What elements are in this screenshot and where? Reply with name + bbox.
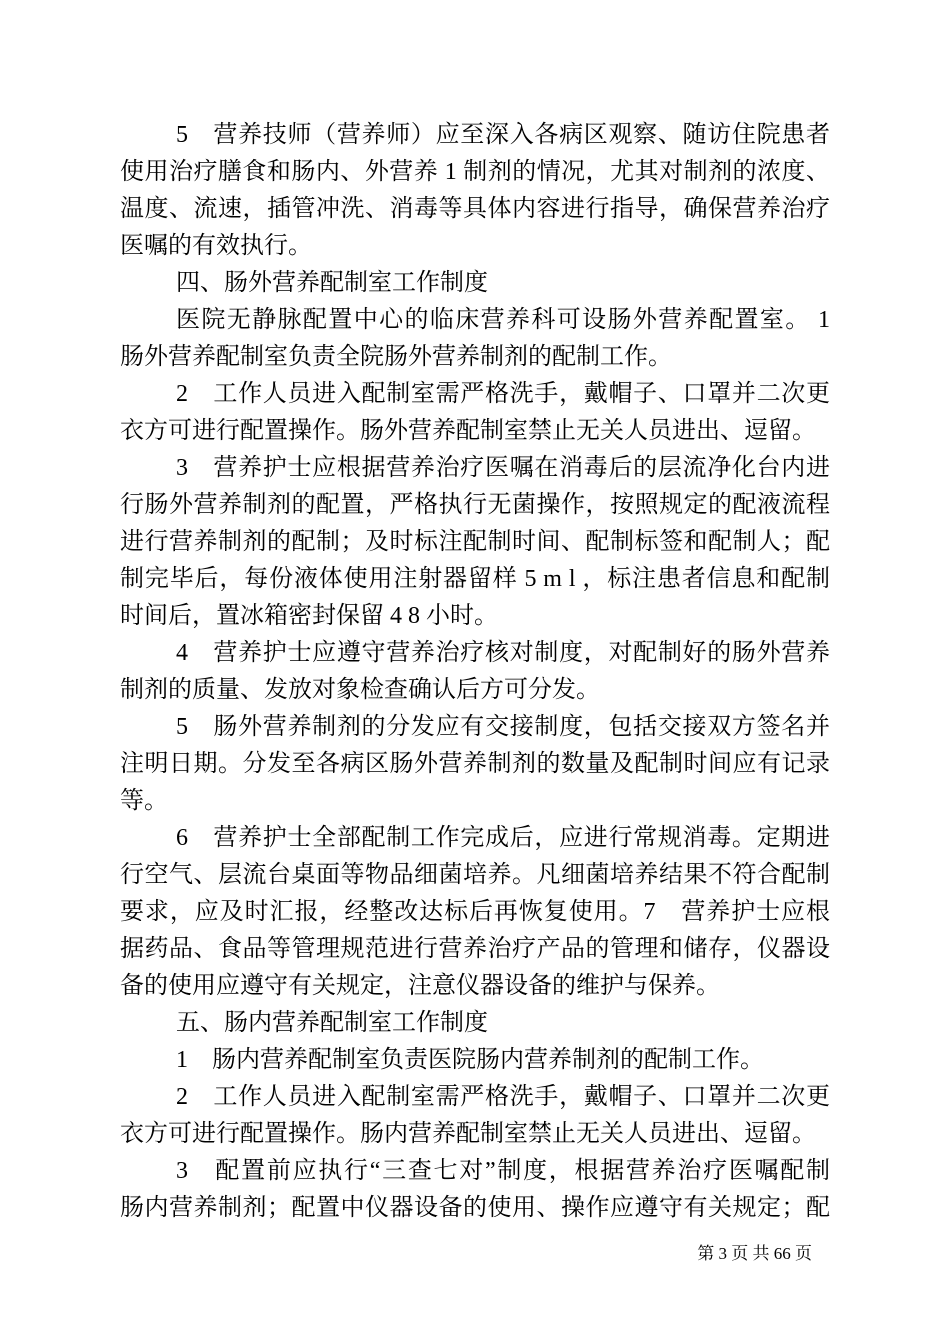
page-number-label: 第 3 页 共 66 页 [697,1244,812,1263]
text-line: 2 工作人员进入配制室需严格洗手，戴帽子、口罩并二次更 [176,1084,830,1110]
text-line: 五、肠内营养配制室工作制度 [176,1010,488,1036]
text-line: 进行营养制剂的配制；及时标注配制时间、配制标签和配制人；配 [120,529,830,555]
text-line: 3 营养护士应根据营养治疗医嘱在消毒后的层流净化台内进 [176,455,830,481]
text-line: 制完毕后，每份液体使用注射器留样 5 m l ，标注患者信息和配制 [120,566,830,592]
text-line: 1 肠内营养配制室负责医院肠内营养制剂的配制工作。 [176,1047,764,1073]
document-body [120,117,830,1227]
text-line: 制剂的质量、发放对象检查确认后方可分发。 [120,677,600,703]
text-line: 医院无静脉配置中心的临床营养科可设肠外营养配置室。 1 [176,307,830,333]
page-footer [120,1243,812,1265]
text-line: 医嘱的有效执行。 [120,233,312,259]
text-line: 6 营养护士全部配制工作完成后，应进行常规消毒。定期进 [176,825,830,851]
text-line: 四、肠外营养配制室工作制度 [176,270,488,296]
text-line: 温度、流速，插管冲洗、消毒等具体内容进行指导，确保营养治疗 [120,196,830,222]
text-line: 等。 [120,788,168,814]
text-line: 据药品、食品等管理规范进行营养治疗产品的管理和储存，仪器设 [120,936,830,962]
text-line: 要求，应及时汇报，经整改达标后再恢复使用。7 营养护士应根 [120,899,830,925]
text-line: 备的使用应遵守有关规定，注意仪器设备的维护与保养。 [120,973,720,999]
text-line: 行肠外营养制剂的配置，严格执行无菌操作，按照规定的配液流程 [120,492,830,518]
text-line: 使用治疗膳食和肠内、外营养 1 制剂的情况，尤其对制剂的浓度、 [120,159,830,185]
text-line: 注明日期。分发至各病区肠外营养制剂的数量及配制时间应有记录 [120,751,830,777]
text-line: 肠内营养制剂；配置中仪器设备的使用、操作应遵守有关规定；配 [120,1195,830,1221]
text-line: 5 肠外营养制剂的分发应有交接制度，包括交接双方签名并 [176,714,830,740]
text-line: 行空气、层流台桌面等物品细菌培养。凡细菌培养结果不符合配制 [120,862,830,888]
text-line: 衣方可进行配置操作。肠外营养配制室禁止无关人员进出、逗留。 [120,418,816,444]
text-line: 2 工作人员进入配制室需严格洗手，戴帽子、口罩并二次更 [176,381,830,407]
text-line: 肠外营养配制室负责全院肠外营养制剂的配制工作。 [120,344,672,370]
text-line: 4 营养护士应遵守营养治疗核对制度，对配制好的肠外营养 [176,640,830,666]
text-line: 衣方可进行配置操作。肠内营养配制室禁止无关人员进出、逗留。 [120,1121,816,1147]
text-line: 时间后，置冰箱密封保留 4 8 小时。 [120,603,498,629]
text-line: 5 营养技师（营养师）应至深入各病区观察、随访住院患者 [176,122,830,148]
text-line: 3 配置前应执行“三查七对”制度，根据营养治疗医嘱配制 [176,1158,830,1184]
